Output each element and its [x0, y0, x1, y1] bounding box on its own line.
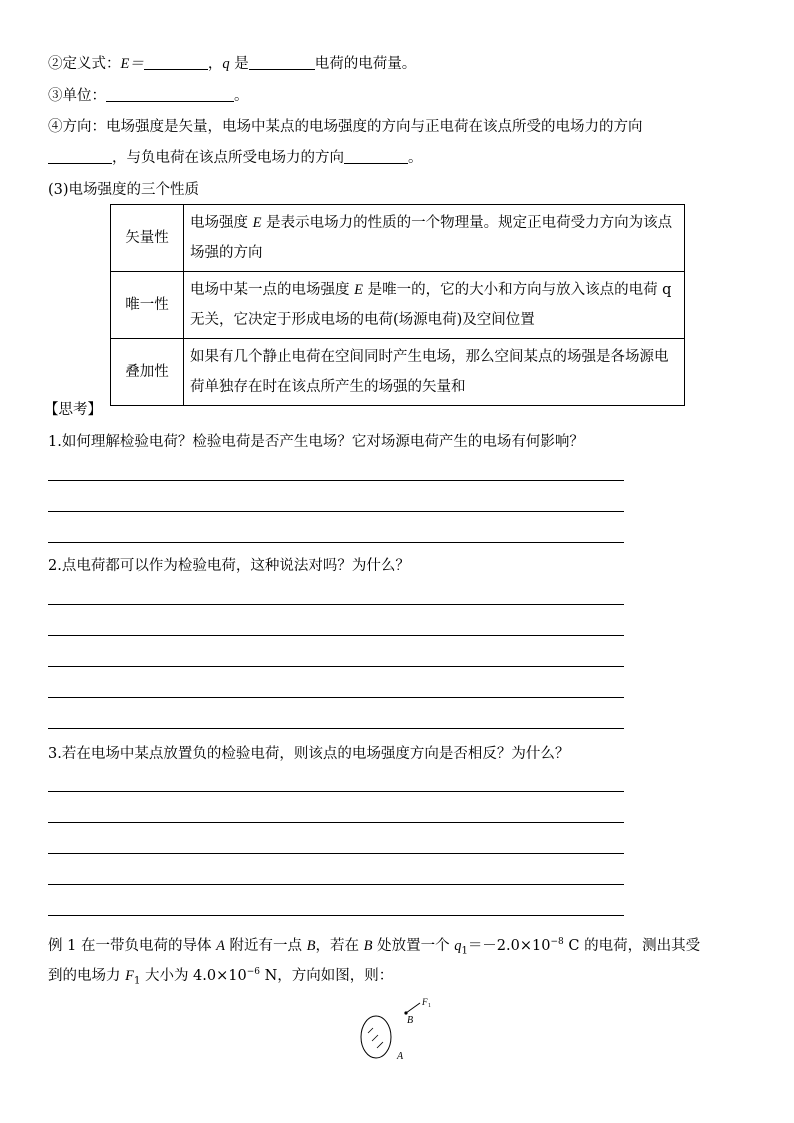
table-row: [111, 205, 685, 272]
definition-prefix: ②定义式：: [48, 56, 121, 72]
property-name: 叠加性: [111, 339, 184, 406]
answer-line[interactable]: [48, 822, 624, 823]
answer-line[interactable]: [48, 511, 624, 512]
force-arrow: [406, 1003, 420, 1013]
answer-line[interactable]: [48, 604, 624, 605]
table-row: [111, 339, 685, 406]
question-1: 1.如何理解检验电荷？检验电荷是否产生电场？它对场源电荷产生的电场有何影响？: [48, 434, 584, 450]
unit-blank[interactable]: [106, 87, 234, 102]
property-name: 矢量性: [111, 205, 184, 272]
label-b: B: [407, 1015, 414, 1026]
example-figure: [355, 995, 445, 1065]
unit-suffix: 。: [234, 88, 249, 104]
is-text: 是: [229, 56, 249, 72]
answer-line[interactable]: [48, 480, 624, 481]
label-a: A: [397, 1051, 404, 1062]
answer-line[interactable]: [48, 697, 624, 698]
definition-suffix: 电荷的电荷量。: [314, 56, 417, 72]
direction-line-1: ④方向：电场强度是矢量，电场中某点的电场强度的方向与正电荷在该点所受的电场力的方向: [48, 119, 643, 135]
label-f-sub: 1: [428, 1003, 431, 1009]
answer-line[interactable]: [48, 542, 624, 543]
direction-blank-1[interactable]: [48, 149, 112, 164]
answer-line[interactable]: [48, 728, 624, 729]
unit-line: [48, 86, 249, 106]
properties-table: [110, 204, 685, 406]
example-line-2: 到的电场力 $F_1$ 大小为 $4.0\times 10^{-6}$ N，方向如图，则：: [48, 967, 394, 987]
definition-blank-2[interactable]: [249, 55, 315, 70]
answer-line[interactable]: [48, 791, 624, 792]
label-f: F: [422, 997, 428, 1007]
property-desc: 电场强度 E 是表示电场力的性质的一个物理量。规定正电荷受力方向为该点场强的方向: [184, 205, 685, 272]
definition-blank-1[interactable]: [144, 55, 208, 70]
question-3: 3.若在电场中某点放置负的检验电荷，则该点的电场强度方向是否相反？为什么？: [48, 746, 570, 762]
comma: ，: [207, 56, 223, 72]
q-symbol: q: [222, 56, 230, 72]
property-desc: 如果有几个静止电荷在空间同时产生电场，那么空间某点的场强是各场源电荷单独存在时在该点所产生的场强的矢量和: [184, 339, 685, 406]
think-label: 【思考】: [44, 402, 102, 418]
e-equals: E＝: [120, 56, 144, 72]
direction-line-2: [48, 148, 423, 168]
answer-line[interactable]: [48, 915, 624, 916]
direction-blank-2[interactable]: [344, 149, 408, 164]
table-row: [111, 272, 685, 339]
definition-line: [48, 54, 416, 74]
answer-line[interactable]: [48, 635, 624, 636]
question-2: 2.点电荷都可以作为检验电荷，这种说法对吗？为什么？: [48, 558, 410, 574]
answer-line[interactable]: [48, 853, 624, 854]
answer-line[interactable]: [48, 884, 624, 885]
direction-mid: ，与负电荷在该点所受电场力的方向: [112, 150, 344, 166]
answer-line[interactable]: [48, 666, 624, 667]
property-name: 唯一性: [111, 272, 184, 339]
unit-prefix: ③单位：: [48, 88, 106, 104]
property-desc: 电场中某一点的电场强度 E 是唯一的，它的大小和方向与放入该点的电荷 q 无关，它决定于形成电场的电荷(场源电荷)及空间位置: [184, 272, 685, 339]
direction-end: 。: [408, 150, 423, 166]
example-line-1: 例 1 在一带负电荷的导体 A 附近有一点 B，若在 B 处放置一个 $q_1=-2.0\times 10^{-8}$ C 的电荷，测出其受: [48, 937, 701, 957]
properties-heading: (3)电场强度的三个性质: [48, 182, 200, 198]
